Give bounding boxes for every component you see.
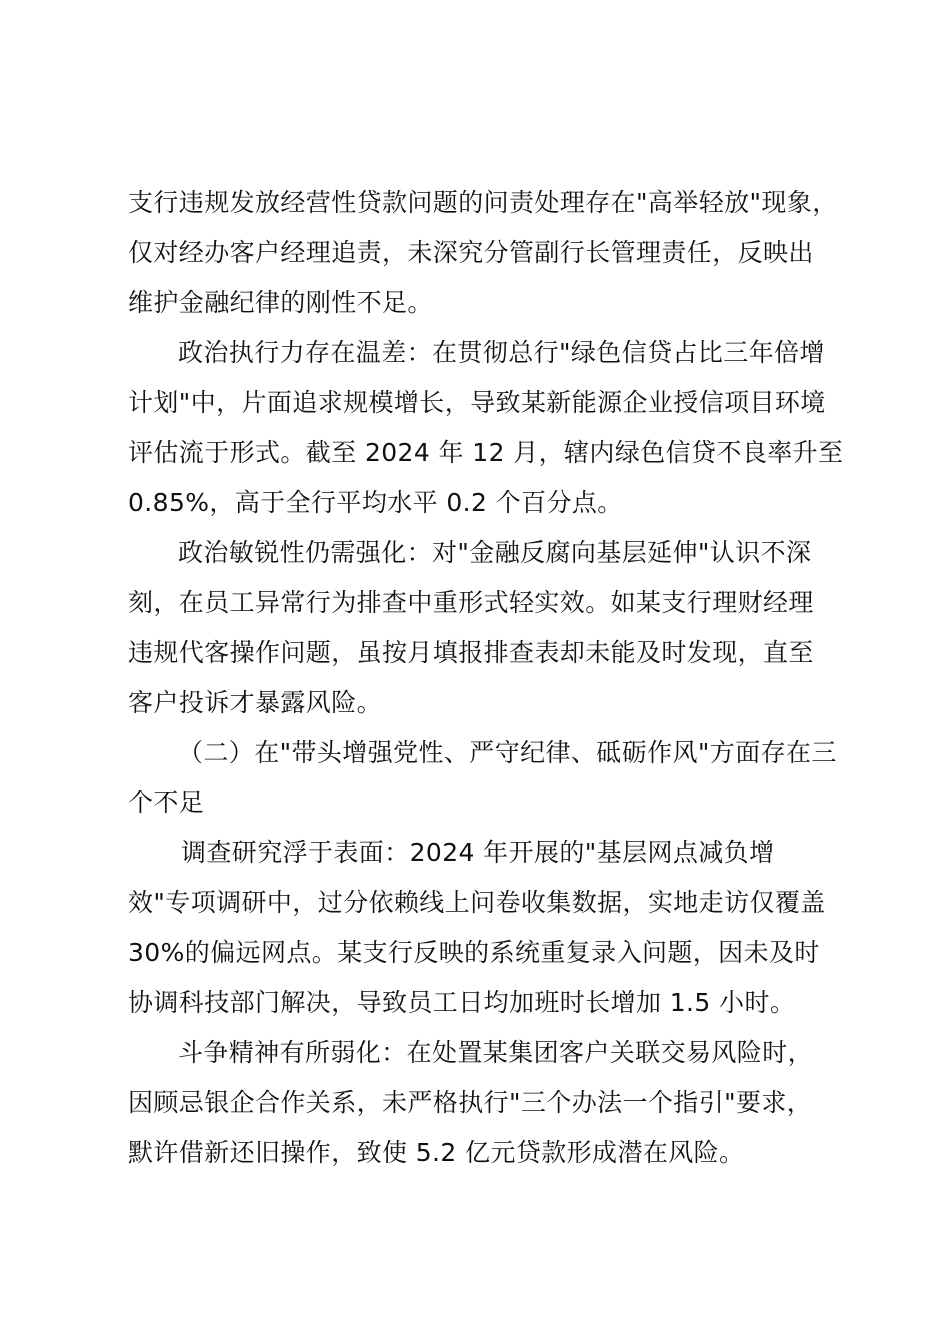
- paragraph-start-line: 政治执行力存在温差：在贯彻总行"绿色信贷占比三年倍增: [178, 338, 825, 367]
- text-line: 违规代客操作问题，虽按月填报排查表却未能及时发现，直至: [128, 638, 814, 667]
- text-line: 效"专项调研中，过分依赖线上问卷收集数据，实地走访仅覆盖: [128, 888, 826, 917]
- text-line: 仅对经办客户经理追责，未深究分管副行长管理责任，反映出: [128, 238, 814, 267]
- text-line: 评估流于形式。截至 2024 年 12 月，辖内绿色信贷不良率升至: [128, 438, 844, 467]
- text-line: 因顾忌银企合作关系，未严格执行"三个办法一个指引"要求，: [128, 1088, 813, 1117]
- text-line: 0.85%，高于全行平均水平 0.2 个百分点。: [128, 488, 623, 517]
- text-line: 维护金融纪律的刚性不足。: [128, 288, 433, 317]
- text-line: 计划"中，片面追求规模增长，导致某新能源企业授信项目环境: [128, 388, 826, 417]
- section-heading-line: （二）在"带头增强党性、严守纪律、砥砺作风"方面存在三: [178, 738, 837, 767]
- paragraph-start-line: 政治敏锐性仍需强化：对"金融反腐向基层延伸"认识不深: [178, 538, 812, 567]
- section-heading-line: 个不足: [128, 788, 205, 817]
- text-line: 默许借新还旧操作，致使 5.2 亿元贷款形成潜在风险。: [128, 1138, 745, 1167]
- paragraph-start-line: 调查研究浮于表面：2024 年开展的"基层网点减负增: [181, 838, 775, 867]
- text-line: 刻，在员工异常行为排查中重形式轻实效。如某支行理财经理: [128, 588, 814, 617]
- text-line: 客户投诉才暴露风险。: [128, 688, 383, 717]
- text-line: 30%的偏远网点。某支行反映的系统重复录入问题，因未及时: [128, 938, 820, 967]
- paragraph-start-line: 斗争精神有所弱化：在处置某集团客户关联交易风险时，: [178, 1038, 814, 1067]
- text-line: 支行违规发放经营性贷款问题的问责处理存在"高举轻放"现象，: [128, 188, 838, 217]
- text-line: 协调科技部门解决，导致员工日均加班时长增加 1.5 小时。: [128, 988, 796, 1017]
